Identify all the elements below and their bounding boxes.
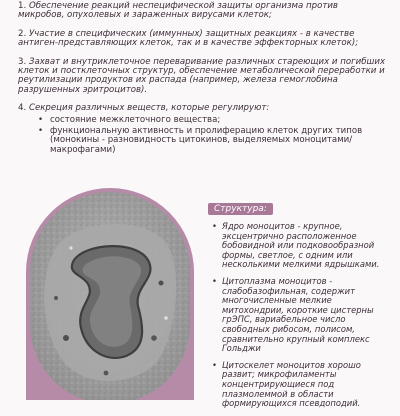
monocyte-micrograph-image <box>26 188 194 400</box>
function-number: 4. <box>18 103 27 114</box>
function-text: Захват и внутриклеточное переваривание различных стареющих и погибших клеток и постклеточных структур, обеспечение метаболической переработки и реутилизации продуктов их распада (например, железа гемоглобина разрушенных эритроцитов). <box>18 56 386 95</box>
function-item-4 <box>18 104 386 113</box>
function-item-3 <box>18 58 386 96</box>
function-number: 1. <box>18 1 27 11</box>
structure-list <box>212 222 392 409</box>
function-text: Секреция различных веществ, которые регулируют: <box>28 103 270 114</box>
function-item-1 <box>18 2 386 21</box>
function-text: Обеспечение реакций неспецифической защиты организма против микробов, опухолевых и зараженных вирусами клеток; <box>18 1 338 21</box>
structure-item-nucleus: • Ядро моноцитов - крупное, эксцентрично расположенное бобовидной или подковообразной формы, светлое, с одним или несколькими мелкими ядрышками. <box>212 222 392 270</box>
secretion-subitem: • состояние межклеточного вещества; <box>38 116 386 125</box>
secretion-subitem: • функциональную активность и пролиферацию клеток других типов (монокины - разновидность цитокинов, выделяемых моноцитами/макрофагами) <box>38 127 386 155</box>
structure-section <box>212 196 392 416</box>
structure-item-cytoplasm: • Цитоплазма моноцитов - слабобазофильная, содержит многочисленные мелкие митохондрии, короткие цистерны грЭПС, вариабельное число свободных рибосом, полисом, сравнительно крупный комплекс Гольджи <box>212 277 392 354</box>
functions-section <box>18 2 386 157</box>
micrograph-frame <box>26 188 194 400</box>
structure-item-cytoskeleton: • Цитоскелет моноцитов хорошо развит; микрофиламенты концентрирующиеся под плазмолеммой в области формирующихся псевдоподий. <box>212 361 392 409</box>
function-text: Участие в специфических (иммунных) защитных реакциях - в качестве антиген-представляющих клеток, так и в качестве эффекторных клеток); <box>18 28 359 49</box>
structure-title: Структура: <box>208 203 273 215</box>
function-item-2 <box>18 30 386 49</box>
function-number: 2. <box>18 28 27 39</box>
function-number: 3. <box>18 56 27 67</box>
secretion-sublist <box>18 116 386 156</box>
